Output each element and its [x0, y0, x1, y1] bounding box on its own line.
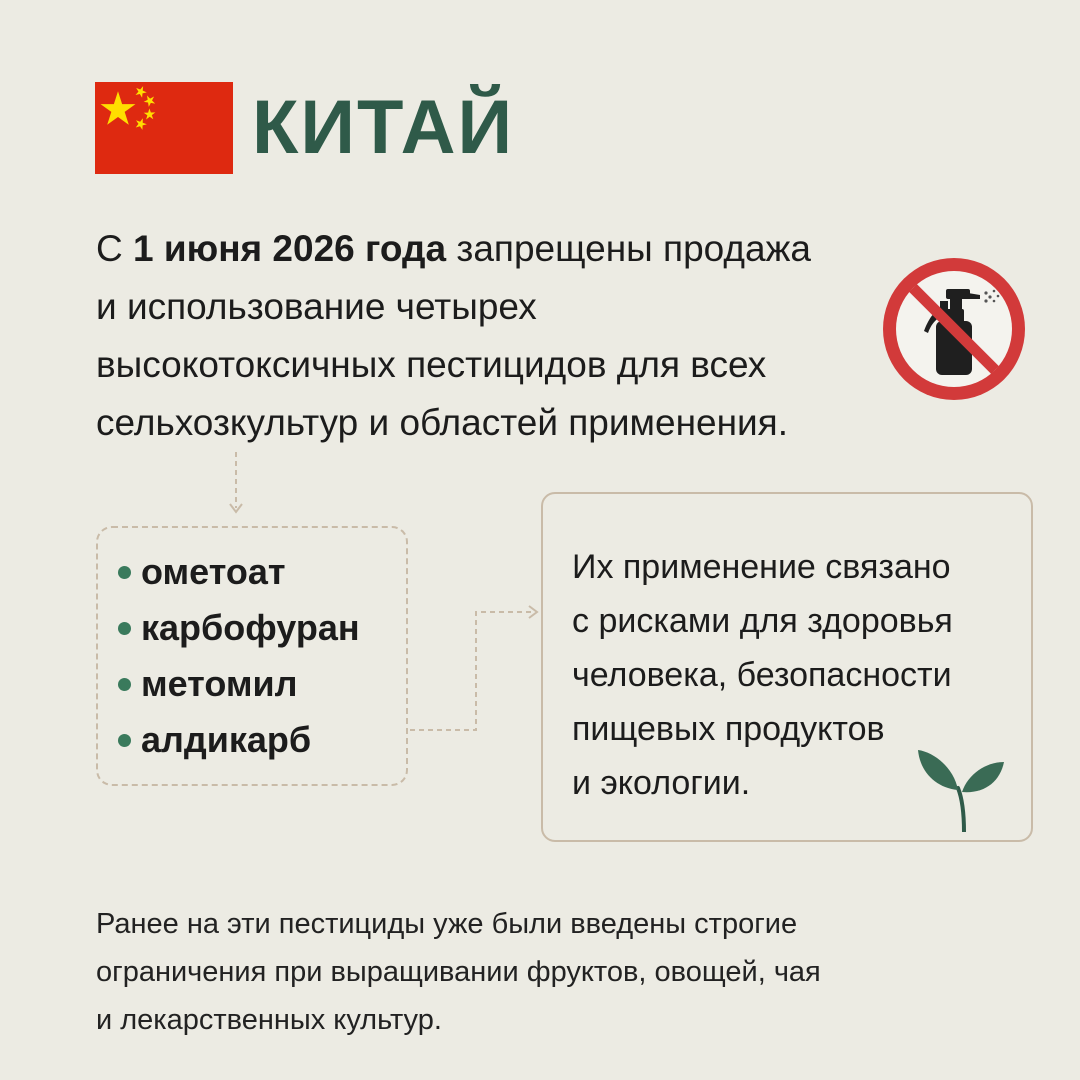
- intro-line-3: высокотоксичных пестицидов для всех: [96, 344, 767, 385]
- list-item: ометоат: [118, 544, 360, 600]
- pesticide-list: [118, 544, 360, 768]
- sprout-leaf-icon: [918, 746, 1006, 832]
- intro-line-1: С 1 июня 2026 года запрещены продажа: [96, 228, 811, 269]
- date-highlight: 1 июня 2026 года: [133, 228, 447, 269]
- intro-line-2: и использование четырех: [96, 286, 537, 327]
- list-item: алдикарб: [118, 712, 360, 768]
- no-spraying-icon: [882, 257, 1026, 401]
- page-title: КИТАЙ: [252, 85, 515, 170]
- bullet-dot: [118, 566, 131, 579]
- list-item: метомил: [118, 656, 360, 712]
- china-flag-icon: [95, 82, 233, 174]
- intro-line-4: сельхозкультур и областей применения.: [96, 402, 788, 443]
- intro-paragraph: [96, 220, 896, 452]
- footer-note: Ранее на эти пестициды уже были введены строгие ограничения при выращивании фруктов, овощей, чая и лекарственных культур.: [96, 908, 821, 1036]
- bullet-dot: [118, 734, 131, 747]
- list-item: карбофуран: [118, 600, 360, 656]
- risk-text: Их применение связано с рисками для здоровья человека, безопасности пищевых продуктов и экологии.: [572, 548, 953, 802]
- bullet-dot: [118, 622, 131, 635]
- bullet-dot: [118, 678, 131, 691]
